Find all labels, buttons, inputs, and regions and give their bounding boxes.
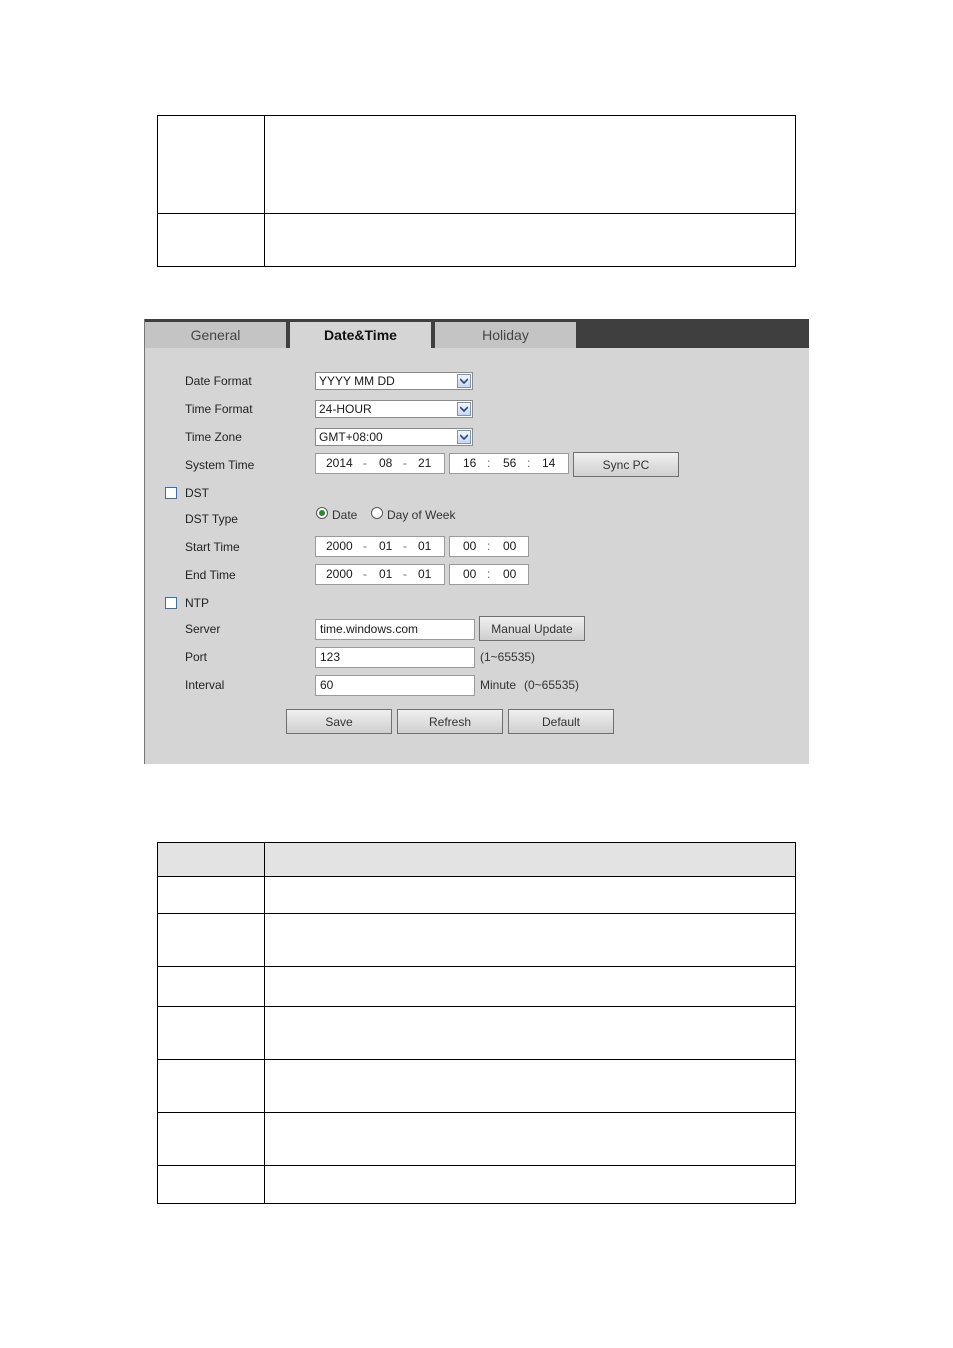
tab-general[interactable]: General <box>145 322 286 348</box>
date-separator: - <box>363 567 367 581</box>
refresh-button[interactable]: Refresh <box>397 709 503 734</box>
table-cell <box>265 914 796 967</box>
table-header-cell <box>158 843 265 877</box>
table-cell <box>158 914 265 967</box>
chevron-down-icon[interactable] <box>457 430 471 444</box>
date-format-value: YYYY MM DD <box>319 374 395 388</box>
time-format-select[interactable] <box>315 400 473 418</box>
date-separator: - <box>403 456 407 470</box>
end-time-label: End Time <box>185 568 236 582</box>
dst-type-label: DST Type <box>185 512 238 526</box>
start-day[interactable]: 01 <box>418 539 432 553</box>
start-month[interactable]: 01 <box>379 539 393 553</box>
end-day[interactable]: 01 <box>418 567 432 581</box>
save-button[interactable]: Save <box>286 709 392 734</box>
system-minute[interactable]: 56 <box>503 456 517 470</box>
table-cell <box>265 1166 796 1204</box>
date-separator: - <box>363 539 367 553</box>
end-clock-field[interactable] <box>449 564 529 585</box>
table-cell <box>265 877 796 914</box>
chevron-down-icon[interactable] <box>457 374 471 388</box>
chevron-down-icon[interactable] <box>457 402 471 416</box>
start-hour[interactable]: 00 <box>463 539 477 553</box>
end-hour[interactable]: 00 <box>463 567 477 581</box>
system-day[interactable]: 21 <box>418 456 432 470</box>
table-cell <box>158 877 265 914</box>
dst-type-date-radio[interactable] <box>316 507 328 519</box>
start-time-label: Start Time <box>185 540 240 554</box>
system-time-label: System Time <box>185 458 255 472</box>
time-zone-value: GMT+08:00 <box>319 430 383 444</box>
time-separator: : <box>487 456 491 470</box>
start-year[interactable]: 2000 <box>326 539 353 553</box>
system-hour[interactable]: 16 <box>463 456 477 470</box>
time-separator: : <box>487 567 491 581</box>
tab-holiday[interactable]: Holiday <box>435 322 576 348</box>
doc-table-bottom <box>157 842 796 1204</box>
system-time-field[interactable] <box>449 453 569 474</box>
table-cell <box>265 967 796 1007</box>
interval-label: Interval <box>185 678 225 692</box>
table-cell <box>158 116 265 214</box>
system-date-field[interactable] <box>315 453 445 474</box>
table-cell <box>158 1060 265 1113</box>
table-cell <box>265 1007 796 1060</box>
manual-update-button[interactable]: Manual Update <box>479 616 585 641</box>
interval-unit: Minute <box>480 678 517 692</box>
datetime-settings-panel <box>144 319 809 764</box>
dst-label: DST <box>185 486 209 500</box>
interval-range-hint: (0~65535) <box>524 678 580 692</box>
time-separator: : <box>527 456 531 470</box>
server-input[interactable]: time.windows.com <box>315 619 475 640</box>
time-zone-label: Time Zone <box>185 430 242 444</box>
start-minute[interactable]: 00 <box>503 539 517 553</box>
table-cell <box>158 214 265 267</box>
time-format-value: 24-HOUR <box>319 402 372 416</box>
doc-table-top <box>157 115 796 267</box>
sync-pc-button[interactable]: Sync PC <box>573 452 679 477</box>
dst-type-week-radio[interactable] <box>371 507 383 519</box>
table-cell <box>265 116 796 214</box>
date-separator: - <box>403 539 407 553</box>
port-label: Port <box>185 650 208 664</box>
date-separator: - <box>403 567 407 581</box>
system-year[interactable]: 2014 <box>326 456 353 470</box>
table-cell <box>265 1113 796 1166</box>
dst-checkbox[interactable] <box>165 487 177 499</box>
table-cell <box>158 1166 265 1204</box>
time-format-label: Time Format <box>185 402 253 416</box>
server-label: Server <box>185 622 221 636</box>
end-minute[interactable]: 00 <box>503 567 517 581</box>
date-format-select[interactable] <box>315 372 473 390</box>
table-cell <box>158 1007 265 1060</box>
port-input[interactable]: 123 <box>315 647 475 668</box>
table-cell <box>265 214 796 267</box>
start-clock-field[interactable] <box>449 536 529 557</box>
time-zone-select[interactable] <box>315 428 473 446</box>
time-separator: : <box>487 539 491 553</box>
start-date-field[interactable] <box>315 536 445 557</box>
interval-input[interactable]: 60 <box>315 675 475 696</box>
dst-type-week-label: Day of Week <box>387 508 456 522</box>
dst-type-date-label: Date <box>332 508 358 522</box>
end-month[interactable]: 01 <box>379 567 393 581</box>
ntp-label: NTP <box>185 596 209 610</box>
date-format-label: Date Format <box>185 374 252 388</box>
end-year[interactable]: 2000 <box>326 567 353 581</box>
system-second[interactable]: 14 <box>542 456 556 470</box>
ntp-checkbox[interactable] <box>165 597 177 609</box>
table-cell <box>158 1113 265 1166</box>
table-header-cell <box>265 843 796 877</box>
system-month[interactable]: 08 <box>379 456 393 470</box>
table-cell <box>158 967 265 1007</box>
date-separator: - <box>363 456 367 470</box>
tab-date-time[interactable]: Date&Time <box>290 322 431 348</box>
table-cell <box>265 1060 796 1113</box>
tab-bar <box>145 319 809 348</box>
end-date-field[interactable] <box>315 564 445 585</box>
port-range-hint: (1~65535) <box>480 650 536 664</box>
default-button[interactable]: Default <box>508 709 614 734</box>
